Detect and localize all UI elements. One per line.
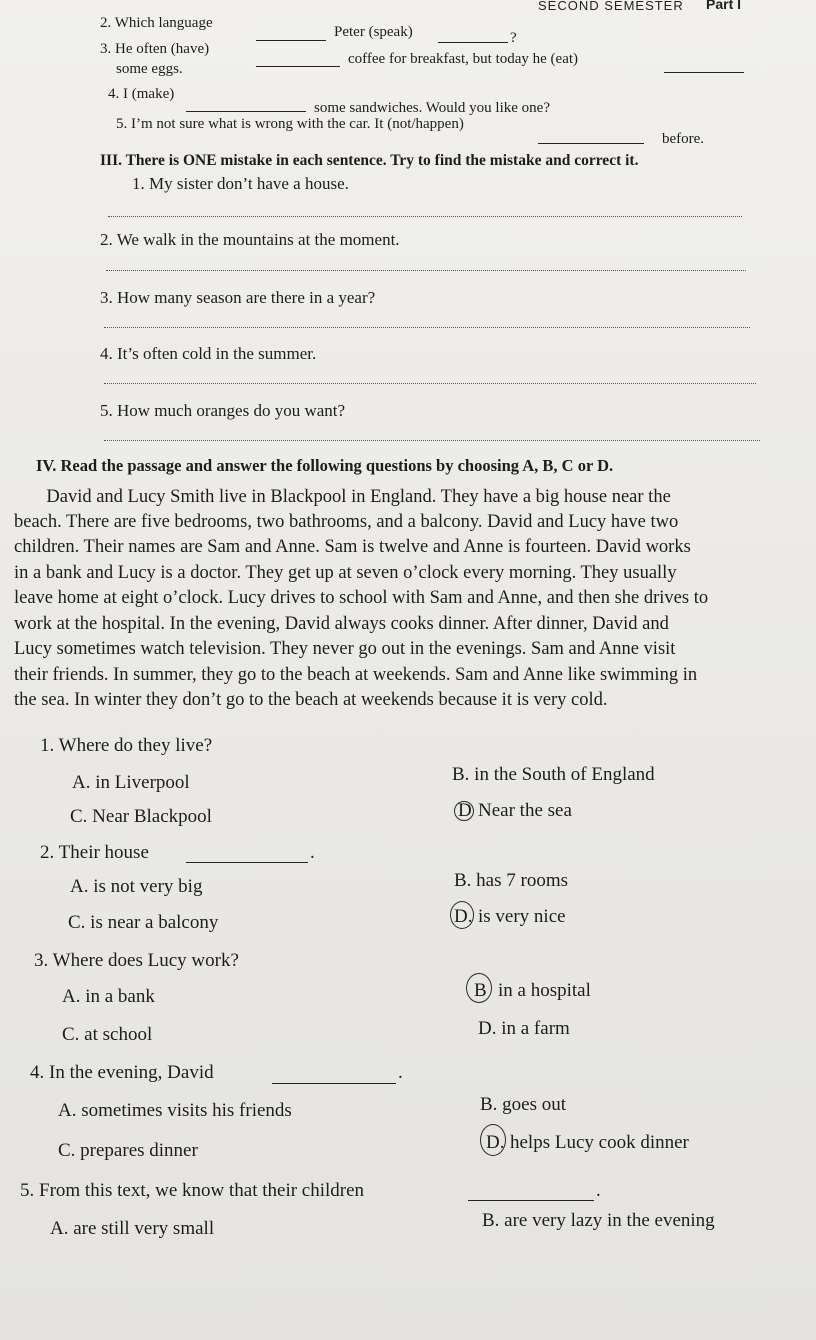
mcq-4-question-end: . (398, 1062, 403, 1083)
mcq-4-option-b[interactable]: B. goes out (480, 1094, 567, 1115)
passage-line-5: leave home at eight o’clock. Lucy drives to school with Sam and Anne, and then she drives to (14, 588, 709, 608)
mcq-2-option-d-letter[interactable]: D. (454, 906, 473, 927)
passage-line-3: children. Their names are Sam and Anne. Sam is twelve and Anne is fourteen. David works (14, 537, 691, 557)
mcq-4-option-c[interactable]: C. prepares dinner (58, 1140, 198, 1161)
mcq-4-question: 4. In the evening, David (30, 1062, 214, 1083)
q4-text-b: some sandwiches. Would you like one? (314, 100, 550, 116)
s3-item-5: 5. How much oranges do you want? (100, 401, 346, 420)
mcq-3-option-b[interactable]: in a hospital (498, 980, 591, 1001)
mcq-4-blank[interactable] (272, 1083, 396, 1084)
q2-text-a: 2. Which language (100, 15, 213, 31)
s3-answer-line-3[interactable] (104, 327, 750, 328)
mcq-3-option-b-letter[interactable]: B (474, 980, 487, 1001)
q5-text-a: 5. I’m not sure what is wrong with the car. It (not/happen) (116, 116, 464, 132)
mcq-1-option-a[interactable]: A. in Liverpool (72, 772, 190, 793)
passage-line-2: beach. There are five bedrooms, two bathrooms, and a balcony. David and Lucy have two (14, 512, 679, 532)
mcq-1-question: 1. Where do they live? (40, 735, 213, 756)
s3-item-3: 3. How many season are there in a year? (100, 288, 376, 307)
q3-blank-1[interactable] (256, 66, 340, 67)
passage-line-7: Lucy sometimes watch television. They never go out in the evenings. Sam and Anne visit (14, 639, 676, 659)
q3-text-a: 3. He often (have) (100, 41, 210, 57)
q5-blank[interactable] (538, 143, 644, 144)
answer-circle-mark (480, 1124, 506, 1156)
q2-text-c: ? (510, 30, 517, 46)
section3-title: III. There is ONE mistake in each sentence. Try to find the mistake and correct it. (100, 152, 639, 169)
s3-answer-line-4[interactable] (104, 383, 756, 384)
passage-line-4: in a bank and Lucy is a doctor. They get up at seven o’clock every morning. They usually (14, 563, 677, 583)
q3-text-c: some eggs. (116, 61, 183, 77)
passage-line-8: their friends. In summer, they go to the beach at weekends. Sam and Anne like swimming in (14, 665, 698, 685)
mcq-5-blank[interactable] (468, 1200, 594, 1201)
s3-answer-line-1[interactable] (108, 216, 742, 217)
q4-blank[interactable] (186, 111, 306, 112)
q2-blank-1[interactable] (256, 40, 326, 41)
mcq-5-question-end: . (596, 1180, 601, 1201)
q4-text-a: 4. I (make) (108, 86, 175, 102)
mcq-4-option-d[interactable]: helps Lucy cook dinner (510, 1132, 689, 1153)
q3-blank-2[interactable] (664, 72, 744, 73)
passage-line-9: the sea. In winter they don’t go to the beach at weekends because it is very cold. (14, 690, 608, 710)
s3-answer-line-2[interactable] (106, 270, 746, 271)
mcq-5-option-a[interactable]: A. are still very small (50, 1218, 215, 1239)
q5-text-b: before. (662, 131, 705, 147)
mcq-4-option-d-letter[interactable]: D. (486, 1132, 505, 1153)
mcq-1-option-c[interactable]: C. Near Blackpool (70, 806, 212, 827)
mcq-2-option-a[interactable]: A. is not very big (70, 876, 203, 897)
mcq-2-option-b[interactable]: B. has 7 rooms (454, 870, 568, 891)
s3-answer-line-5[interactable] (104, 440, 760, 441)
q3-text-b: coffee for breakfast, but today he (eat) (348, 51, 579, 67)
answer-circle-mark (466, 973, 492, 1003)
part-label: Part I (706, 0, 742, 12)
mcq-4-option-a[interactable]: A. sometimes visits his friends (58, 1100, 292, 1121)
mcq-3-option-a[interactable]: A. in a bank (62, 986, 155, 1007)
mcq-1-option-d[interactable]: Near the sea (478, 800, 572, 821)
mcq-3-option-c[interactable]: C. at school (62, 1024, 153, 1045)
mcq-1-option-d-letter[interactable]: D (458, 800, 472, 821)
passage-line-6: work at the hospital. In the evening, David always cooks dinner. After dinner, David and (14, 614, 669, 634)
mcq-2-option-c[interactable]: C. is near a balcony (68, 912, 219, 933)
s3-item-1: 1. My sister don’t have a house. (132, 174, 349, 193)
mcq-2-blank[interactable] (186, 862, 308, 863)
mcq-2-question: 2. Their house (40, 842, 149, 863)
mcq-3-option-d[interactable]: D. in a farm (478, 1018, 570, 1039)
mcq-3-question: 3. Where does Lucy work? (34, 950, 239, 971)
s3-item-4: 4. It’s often cold in the summer. (100, 344, 317, 363)
mcq-5-question: 5. From this text, we know that their children (20, 1180, 365, 1201)
semester-label: SECOND SEMESTER (538, 0, 684, 13)
mcq-1-option-b[interactable]: B. in the South of England (452, 764, 655, 785)
passage-line-1: David and Lucy Smith live in Blackpool in England. They have a big house near the (14, 487, 671, 507)
q2-blank-2[interactable] (438, 42, 508, 43)
answer-circle-mark (454, 801, 474, 821)
mcq-2-question-end: . (310, 842, 315, 863)
q2-text-b: Peter (speak) (334, 24, 413, 40)
mcq-2-option-d[interactable]: is very nice (478, 906, 566, 927)
mcq-5-option-b[interactable]: B. are very lazy in the evening (482, 1210, 715, 1231)
answer-circle-mark (450, 901, 474, 929)
s3-item-2: 2. We walk in the mountains at the moment. (100, 230, 400, 249)
section4-title: IV. Read the passage and answer the following questions by choosing A, B, C or D. (36, 456, 614, 475)
